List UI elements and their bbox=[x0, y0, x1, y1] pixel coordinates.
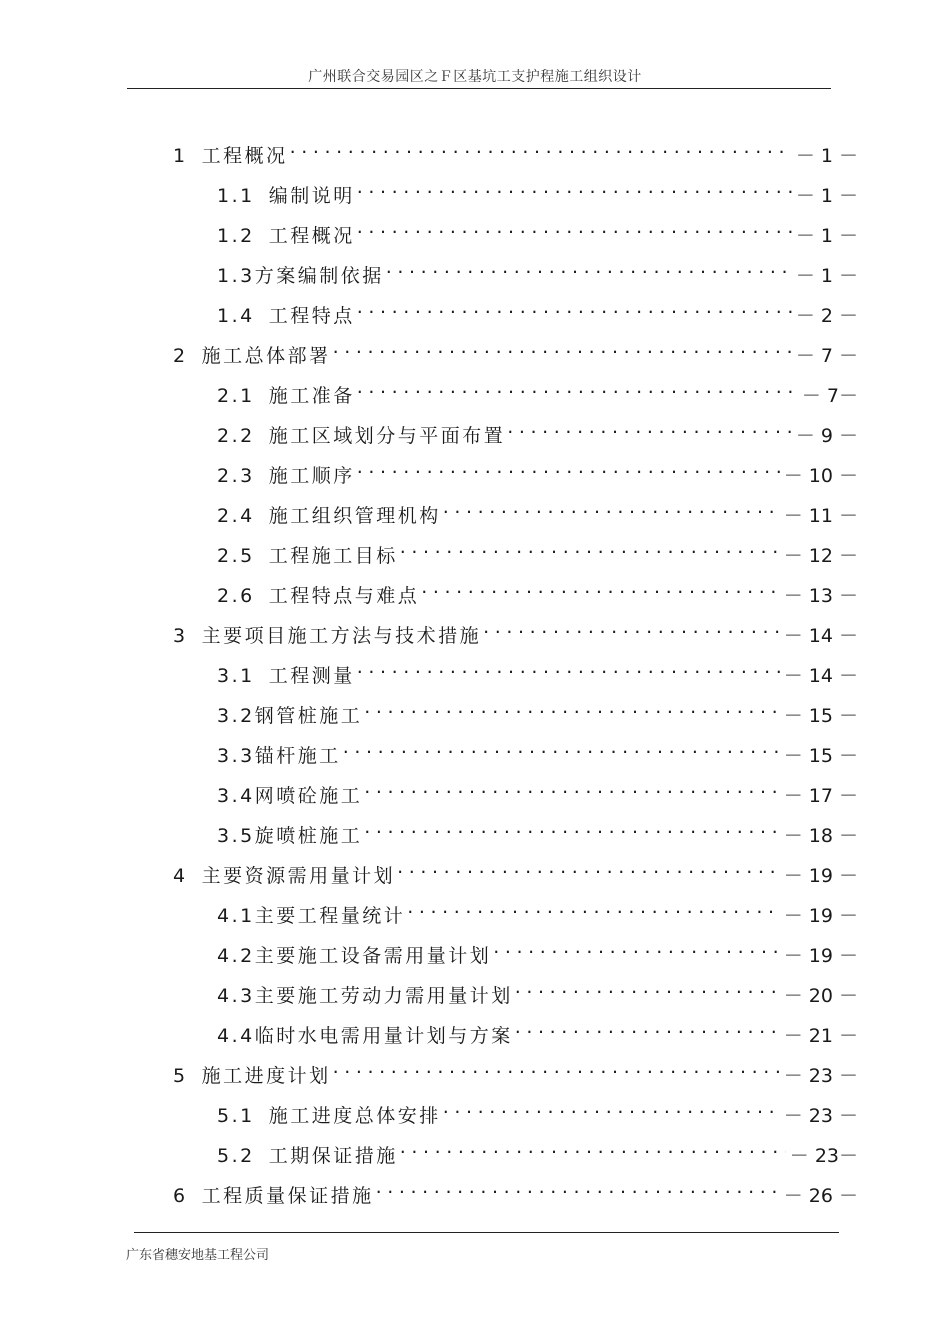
toc-entry-6[interactable] bbox=[173, 1172, 858, 1207]
toc-leader-dots bbox=[364, 772, 780, 802]
toc-entry-3-4[interactable] bbox=[217, 772, 858, 807]
toc-leader-dots bbox=[507, 412, 792, 442]
toc-entry-number: 3 bbox=[173, 625, 188, 647]
toc-entry-title: 钢管桩施工 bbox=[254, 705, 363, 727]
toc-entry-title: 施工总体部署 bbox=[201, 345, 331, 367]
toc-leader-dots bbox=[386, 252, 792, 282]
toc-entry-number: 4 bbox=[173, 865, 188, 887]
toc-entry-number: 3.5 bbox=[217, 825, 255, 847]
toc-entry-page: － 14 － bbox=[783, 665, 858, 687]
toc-leader-dots bbox=[290, 132, 792, 162]
toc-entry-title: 工程测量 bbox=[268, 665, 355, 687]
toc-entry-title: 工程施工目标 bbox=[268, 545, 398, 567]
toc-entry-title: 施工顺序 bbox=[268, 465, 355, 487]
toc-entry-4-4[interactable] bbox=[217, 1012, 858, 1047]
toc-leader-dots bbox=[407, 892, 780, 922]
toc-leader-dots bbox=[357, 292, 792, 322]
toc-leader-dots bbox=[343, 732, 780, 762]
toc-entry-4-2[interactable] bbox=[217, 932, 858, 967]
toc-leader-dots bbox=[400, 1132, 786, 1162]
toc-entry-title: 施工准备 bbox=[268, 385, 355, 407]
toc-entry-number: 4.4 bbox=[217, 1025, 255, 1047]
toc-entry-number: 3.4 bbox=[217, 785, 255, 807]
toc-entry-title: 主要工程量统计 bbox=[254, 905, 406, 927]
toc-entry-number: 5 bbox=[173, 1065, 188, 1087]
toc-entry-4[interactable] bbox=[173, 852, 858, 887]
toc-leader-dots bbox=[493, 932, 780, 962]
header-divider bbox=[127, 88, 831, 89]
toc-entry-title: 网喷砼施工 bbox=[254, 785, 363, 807]
toc-entry-title: 施工进度计划 bbox=[201, 1065, 331, 1087]
toc-entry-title: 工程质量保证措施 bbox=[201, 1185, 374, 1207]
toc-entry-page: － 23 － bbox=[783, 1065, 858, 1087]
toc-leader-dots bbox=[357, 212, 792, 242]
toc-entry-title: 工程特点与难点 bbox=[268, 585, 420, 607]
toc-entry-page: － 9 － bbox=[795, 425, 858, 447]
toc-entry-page: － 18 － bbox=[783, 825, 858, 847]
toc-entry-number: 3.1 bbox=[217, 665, 255, 687]
toc-entry-title: 施工区域划分与平面布置 bbox=[268, 425, 506, 447]
toc-entry-number: 2.5 bbox=[217, 545, 255, 567]
toc-entry-title: 工期保证措施 bbox=[268, 1145, 398, 1167]
toc-entry-2-6[interactable] bbox=[217, 572, 858, 607]
toc-entry-5[interactable] bbox=[173, 1052, 858, 1087]
toc-entry-title: 工程特点 bbox=[268, 305, 355, 327]
footer-company-name: 广东省穗安地基工程公司 bbox=[126, 1248, 270, 1263]
toc-entry-number: 4.3 bbox=[217, 985, 255, 1007]
toc-entry-number: 2.1 bbox=[217, 385, 255, 407]
toc-entry-number: 2 bbox=[173, 345, 188, 367]
toc-entry-number: 1 bbox=[173, 145, 188, 167]
toc-entry-page: － 13 － bbox=[783, 585, 858, 607]
toc-leader-dots bbox=[443, 492, 780, 522]
toc-entry-title: 临时水电需用量计划与方案 bbox=[254, 1025, 513, 1047]
toc-leader-dots bbox=[421, 572, 780, 602]
toc-leader-dots bbox=[483, 612, 780, 642]
toc-entry-number: 3.2 bbox=[217, 705, 255, 727]
toc-entry-number: 2.4 bbox=[217, 505, 255, 527]
toc-entry-title: 主要资源需用量计划 bbox=[201, 865, 396, 887]
footer-divider bbox=[134, 1232, 839, 1233]
toc-entry-title: 施工进度总体安排 bbox=[268, 1105, 441, 1127]
toc-entry-number: 1.2 bbox=[217, 225, 255, 247]
toc-entry-page: － 12 － bbox=[783, 545, 858, 567]
toc-entry-title: 旋喷桩施工 bbox=[254, 825, 363, 847]
toc-entry-3-3[interactable] bbox=[217, 732, 858, 767]
toc-entry-4-1[interactable] bbox=[217, 892, 858, 927]
toc-entry-2-1[interactable] bbox=[217, 372, 858, 407]
toc-leader-dots bbox=[357, 372, 798, 402]
toc-entry-1-3[interactable] bbox=[217, 252, 858, 287]
toc-entry-number: 5.2 bbox=[217, 1145, 255, 1167]
toc-entry-title: 工程概况 bbox=[268, 225, 355, 247]
toc-entry-page: － 1 － bbox=[795, 265, 858, 287]
toc-entry-2[interactable] bbox=[173, 332, 858, 367]
toc-entry-2-4[interactable] bbox=[217, 492, 858, 527]
toc-entry-number: 2.3 bbox=[217, 465, 255, 487]
toc-entry-number: 2.6 bbox=[217, 585, 255, 607]
toc-entry-1-1[interactable] bbox=[217, 172, 858, 207]
toc-entry-title: 主要施工劳动力需用量计划 bbox=[254, 985, 513, 1007]
toc-entry-1-2[interactable] bbox=[217, 212, 858, 247]
toc-leader-dots bbox=[364, 692, 780, 722]
toc-entry-3[interactable] bbox=[173, 612, 858, 647]
toc-entry-number: 1.1 bbox=[217, 185, 255, 207]
toc-entry-title: 主要项目施工方法与技术措施 bbox=[201, 625, 482, 647]
toc-entry-page: － 19 － bbox=[783, 905, 858, 927]
toc-entry-5-2[interactable] bbox=[217, 1132, 858, 1167]
toc-entry-page: － 23 － bbox=[783, 1105, 858, 1127]
toc-entry-page: － 1 － bbox=[795, 185, 858, 207]
toc-leader-dots bbox=[515, 1012, 780, 1042]
toc-leader-dots bbox=[333, 332, 792, 362]
toc-entry-5-1[interactable] bbox=[217, 1092, 858, 1127]
toc-entry-page: － 1 － bbox=[795, 225, 858, 247]
toc-leader-dots bbox=[515, 972, 780, 1002]
toc-entry-number: 6 bbox=[173, 1185, 188, 1207]
toc-entry-page: － 17 － bbox=[783, 785, 858, 807]
toc-entry-number: 4.2 bbox=[217, 945, 255, 967]
toc-entry-number: 4.1 bbox=[217, 905, 255, 927]
toc-entry-page: － 15 － bbox=[783, 705, 858, 727]
toc-entry-2-2[interactable] bbox=[217, 412, 858, 447]
toc-entry-4-3[interactable] bbox=[217, 972, 858, 1007]
toc-entry-page: － 20 － bbox=[783, 985, 858, 1007]
toc-entry-page: － 7 － bbox=[795, 345, 858, 367]
toc-entry-page: － 14 － bbox=[783, 625, 858, 647]
toc-entry-page: － 19 － bbox=[783, 865, 858, 887]
toc-leader-dots bbox=[357, 452, 780, 482]
toc-entry-1-4[interactable] bbox=[217, 292, 858, 327]
toc-entry-number: 5.1 bbox=[217, 1105, 255, 1127]
toc-entry-3-1[interactable] bbox=[217, 652, 858, 687]
toc-entry-page: － 23－ bbox=[789, 1145, 858, 1167]
toc-leader-dots bbox=[364, 812, 780, 842]
toc-leader-dots bbox=[333, 1052, 780, 1082]
toc-leader-dots bbox=[376, 1172, 780, 1202]
toc-leader-dots bbox=[397, 852, 780, 882]
toc-entry-number: 2.2 bbox=[217, 425, 255, 447]
toc-entry-title: 施工组织管理机构 bbox=[268, 505, 441, 527]
toc-entry-title: 主要施工设备需用量计划 bbox=[254, 945, 492, 967]
toc-entry-page: － 26 － bbox=[783, 1185, 858, 1207]
toc-entry-page: － 21 － bbox=[783, 1025, 858, 1047]
toc-entry-page: － 15 － bbox=[783, 745, 858, 767]
toc-entry-2-5[interactable] bbox=[217, 532, 858, 567]
toc-entry-title: 方案编制依据 bbox=[254, 265, 384, 287]
toc-entry-title: 编制说明 bbox=[268, 185, 355, 207]
toc-entry-2-3[interactable] bbox=[217, 452, 858, 487]
toc-leader-dots bbox=[357, 172, 792, 202]
toc-entry-number: 1.4 bbox=[217, 305, 255, 327]
toc-entry-title: 工程概况 bbox=[201, 145, 288, 167]
toc-entry-page: － 19 － bbox=[783, 945, 858, 967]
toc-leader-dots bbox=[400, 532, 780, 562]
toc-entry-3-5[interactable] bbox=[217, 812, 858, 847]
toc-leader-dots bbox=[357, 652, 780, 682]
toc-leader-dots bbox=[443, 1092, 780, 1122]
toc-entry-page: － 11 － bbox=[783, 505, 858, 527]
toc-entry-number: 3.3 bbox=[217, 745, 255, 767]
toc-entry-page: － 1 － bbox=[795, 145, 858, 167]
toc-entry-3-2[interactable] bbox=[217, 692, 858, 727]
toc-entry-number: 1.3 bbox=[217, 265, 255, 287]
toc-entry-title: 锚杆施工 bbox=[254, 745, 341, 767]
toc-entry-page: － 10 － bbox=[783, 465, 858, 487]
toc-entry-page: － 2 － bbox=[795, 305, 858, 327]
header-title: 广州联合交易园区之Ｆ区基坑工支护程施工组织设计 bbox=[308, 69, 642, 85]
toc-entry-1[interactable] bbox=[173, 132, 858, 167]
toc-entry-page: － 7－ bbox=[801, 385, 858, 407]
